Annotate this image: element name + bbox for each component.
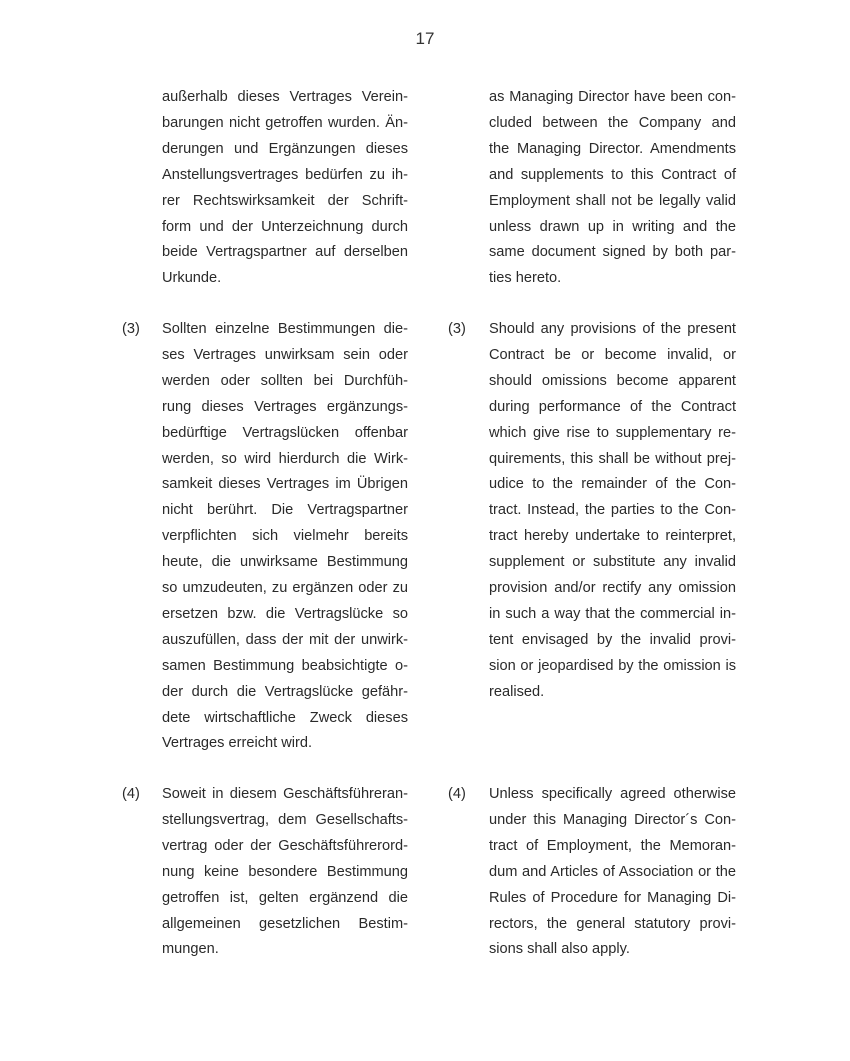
german-paragraph-number: (4) <box>122 786 140 802</box>
english-text-line: and supplements to this Contract of <box>489 166 736 183</box>
german-text-line: ersetzen bzw. die Vertragslücke so <box>162 605 408 622</box>
english-text-line: should omissions become apparent <box>489 372 736 389</box>
german-text-line: Anstellungsvertrages bedürfen zu ih- <box>162 166 408 183</box>
english-text-line: ties hereto. <box>489 270 562 287</box>
english-text-line: Should any provisions of the present <box>489 321 736 337</box>
english-text-line: quirements, this shall be without prej- <box>489 450 736 467</box>
german-text-line: samkeit dieses Vertrages im Übrigen <box>162 476 408 493</box>
english-text-line: the Managing Director. Amendments <box>489 140 736 157</box>
english-text-line: as Managing Director have been con- <box>489 89 736 105</box>
german-text-line: ses Vertrages unwirksam sein oder <box>162 346 408 363</box>
german-text-line: stellungsvertrag, dem Gesellschafts- <box>162 811 408 828</box>
english-text-line: Unless specifically agreed otherwise <box>489 786 736 802</box>
english-text-line: udice to the remainder of the Con- <box>489 476 736 493</box>
german-text-line: barungen nicht getroffen wurden. Än- <box>162 114 408 131</box>
german-text-line: allgemeinen gesetzlichen Bestim- <box>162 915 408 932</box>
english-paragraph-number: (3) <box>448 321 466 337</box>
english-text-line: same document signed by both par- <box>489 244 736 261</box>
german-text-line: bedürftige Vertragslücken offenbar <box>162 424 408 441</box>
english-text-line: dum and Articles of Association or the <box>489 863 736 880</box>
german-text-line: Vertrages erreicht wird. <box>162 735 313 752</box>
page-number: 17 <box>415 29 435 48</box>
english-text-line: under this Managing Director´s Con- <box>489 811 736 828</box>
english-text-line: Employment shall not be legally valid <box>489 192 736 209</box>
english-text-line: unless drawn up in writing and the <box>489 218 736 235</box>
german-text-line: derungen und Ergänzungen dieses <box>162 140 408 157</box>
german-text-line: mungen. <box>162 941 219 958</box>
german-text-line: nung keine besondere Bestimmung <box>162 863 408 880</box>
german-text-line: getroffen ist, gelten ergänzend die <box>162 889 408 906</box>
german-text-line: form und der Unterzeichnung durch <box>162 218 408 235</box>
english-text-line: rectors, the general statutory provi- <box>489 915 736 932</box>
english-text-line: provision and/or rectify any omission <box>489 580 736 596</box>
english-text-line: supplement or substitute any invalid <box>489 554 736 571</box>
english-text-line: cluded between the Company and <box>489 114 736 131</box>
english-text-line: during performance of the Contract <box>489 398 736 415</box>
english-paragraph-number: (4) <box>448 786 466 802</box>
german-text-line: dete wirtschaftliche Zweck dieses <box>162 709 408 726</box>
german-text-line: beide Vertragspartner auf derselben <box>162 244 408 261</box>
german-text-line: verpflichten sich vielmehr bereits <box>162 528 408 545</box>
english-text-line: realised. <box>489 683 545 700</box>
german-text-line: werden oder sollten bei Durchfüh- <box>162 372 408 389</box>
english-text-line: tract hereby undertake to reinterpret, <box>489 528 736 545</box>
english-text-line: Contract be or become invalid, or <box>489 346 736 363</box>
english-text-line: tract of Employment, the Memoran- <box>489 837 736 854</box>
german-text-line: nicht berührt. Die Vertragspartner <box>162 502 408 519</box>
german-text-line: heute, die unwirksame Bestimmung <box>162 554 408 571</box>
english-text-line: tract. Instead, the parties to the Con- <box>489 502 736 519</box>
german-text-line: der durch die Vertragslücke gefähr- <box>162 683 408 700</box>
english-text-line: Rules of Procedure for Managing Di- <box>489 889 736 906</box>
german-text-line: auszufüllen, dass der mit der unwirk- <box>162 631 408 648</box>
german-text-line: rer Rechtswirksamkeit der Schrift- <box>162 192 408 209</box>
german-text-line: Sollten einzelne Bestimmungen die- <box>162 321 408 337</box>
german-text-line: samen Bestimmung beabsichtigte o- <box>162 657 408 674</box>
english-text-line: which give rise to supplementary re- <box>489 424 736 441</box>
german-text-line: Urkunde. <box>162 270 222 287</box>
english-text-line: tent envisaged by the invalid provi- <box>489 631 736 648</box>
german-text-line: werden, so wird hierdurch die Wirk- <box>162 450 408 467</box>
german-text-line: Soweit in diesem Geschäftsführeran- <box>162 786 408 802</box>
german-text-line: so umzudeuten, zu ergänzen oder zu <box>162 580 408 596</box>
english-text-line: in such a way that the commercial in- <box>489 605 736 622</box>
german-text-line: außerhalb dieses Vertrages Verein- <box>162 89 408 105</box>
german-text-line: vertrag oder der Geschäftsführerord- <box>162 837 408 854</box>
german-paragraph-number: (3) <box>122 321 140 337</box>
german-text-line: rung dieses Vertrages ergänzungs- <box>162 398 408 415</box>
english-text-line: sions shall also apply. <box>489 941 630 958</box>
english-text-line: sion or jeopardised by the omission is <box>489 657 736 674</box>
